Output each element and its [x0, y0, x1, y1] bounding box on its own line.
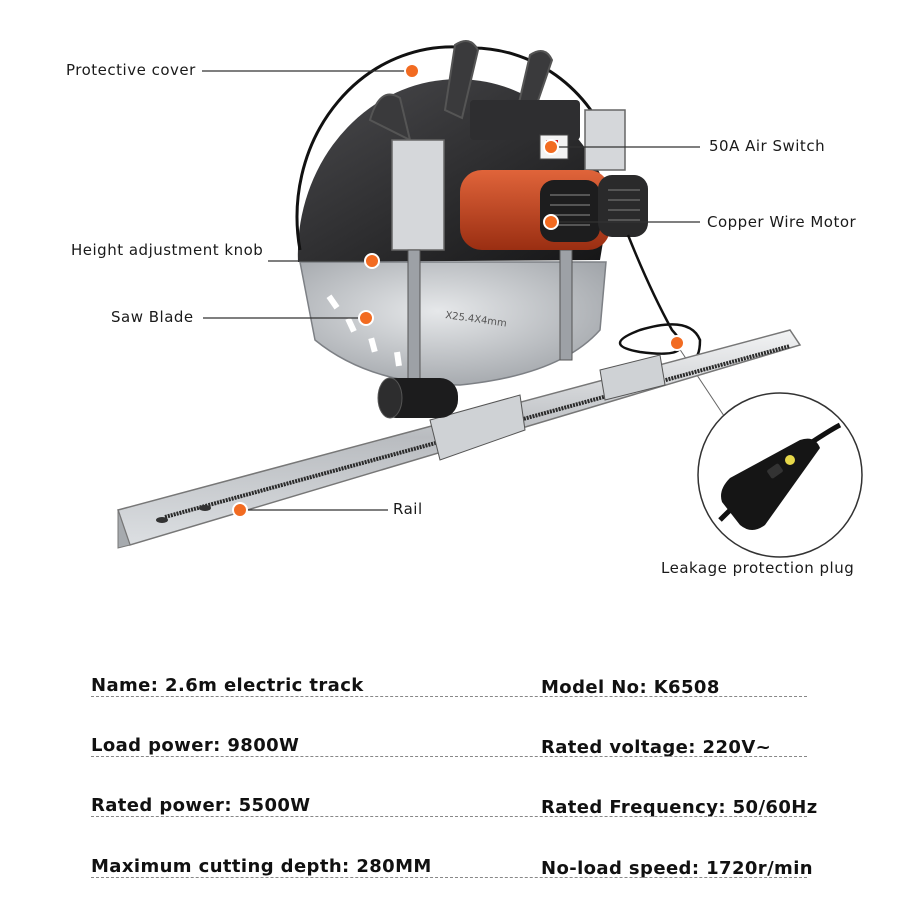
spec-divider: [91, 756, 807, 757]
marker-air-switch: [544, 140, 558, 154]
spec-divider: [91, 877, 807, 878]
label-leakage-plug: Leakage protection plug: [661, 559, 855, 577]
power-cable: [620, 235, 700, 360]
spec-divider: [91, 816, 807, 817]
spec-divider: [91, 696, 807, 697]
marker-height-knob: [365, 254, 379, 268]
spec-noload-speed: No-load speed: 1720r/min: [541, 858, 813, 879]
marker-saw-blade: [359, 311, 373, 325]
spec-name: Name: 2.6m electric track: [91, 675, 364, 696]
leakage-plug-closeup: [698, 393, 862, 557]
spec-rated-voltage: Rated voltage: 220V~: [541, 737, 772, 758]
marker-protective-cover: [405, 64, 419, 78]
label-height-knob: Height adjustment knob: [71, 241, 264, 259]
label-copper-motor: Copper Wire Motor: [707, 213, 857, 231]
copper-wire-motor: [460, 170, 648, 250]
label-protective-cover: Protective cover: [66, 61, 196, 79]
blade-marking: X25.4X4mm: [444, 310, 508, 330]
label-air-switch: 50A Air Switch: [709, 137, 826, 155]
marker-leakage-plug: [670, 336, 684, 350]
marker-motor: [544, 215, 558, 229]
label-rail: Rail: [393, 500, 423, 518]
spec-rated-power: Rated power: 5500W: [91, 795, 311, 816]
marker-rail: [233, 503, 247, 517]
spec-max-depth: Maximum cutting depth: 280MM: [91, 856, 432, 877]
spec-load-power: Load power: 9800W: [91, 735, 300, 756]
spec-rated-frequency: Rated Frequency: 50/60Hz: [541, 797, 818, 818]
label-saw-blade: Saw Blade: [111, 308, 194, 326]
spec-model: Model No: K6508: [541, 677, 720, 698]
